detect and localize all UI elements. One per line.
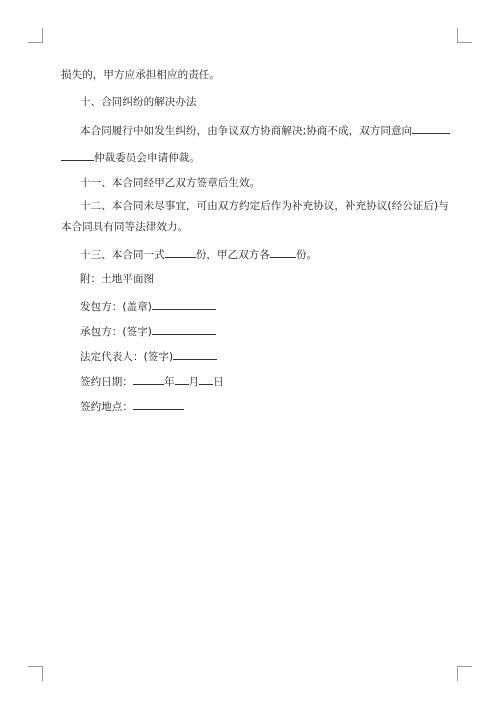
clause-effective: 十一、本合同经甲乙双方签章后生效。 bbox=[80, 177, 261, 189]
crop-mark-bottom-left bbox=[28, 666, 43, 681]
copies-text-3: 份。 bbox=[296, 249, 318, 261]
crop-mark-bottom-right bbox=[457, 666, 472, 681]
signing-place-label: 签约地点： bbox=[80, 401, 133, 413]
year-label: 年 bbox=[164, 376, 175, 388]
copies-text-2: 份，甲乙双方各 bbox=[195, 249, 271, 261]
contractor-label: 发包方：(盖章) bbox=[80, 301, 152, 313]
legal-representative-blank[interactable] bbox=[173, 348, 217, 360]
dispute-text: 本合同履行中如发生纠纷，由争议双方协商解决;协商不成，双方同意向 bbox=[80, 125, 413, 137]
arbitration-venue-blank-2[interactable] bbox=[61, 149, 94, 161]
signing-place-line bbox=[80, 398, 184, 414]
crop-mark-top-right bbox=[457, 28, 472, 43]
day-label: 日 bbox=[213, 376, 224, 388]
arbitration-venue-blank-1[interactable] bbox=[412, 122, 450, 134]
contractee-sign-blank[interactable] bbox=[152, 323, 216, 335]
paragraph-liability-end: 损失的，甲方应承担相应的责任。 bbox=[61, 69, 220, 81]
contractee-sign-line bbox=[80, 323, 216, 339]
clause-supplementary-line-2: 本合同具有同等法律效力。 bbox=[61, 221, 189, 233]
attachment-line: 附：土地平面图 bbox=[80, 273, 155, 285]
legal-representative-label: 法定代表人：(签字) bbox=[80, 351, 174, 363]
paragraph-dispute-line-1 bbox=[80, 122, 450, 138]
clause-copies bbox=[80, 246, 317, 262]
month-label: 月 bbox=[188, 376, 200, 388]
section-heading-dispute-resolution: 十、合同纠纷的解决办法 bbox=[80, 96, 197, 108]
signing-date-line bbox=[80, 373, 224, 389]
contractor-seal-blank[interactable] bbox=[152, 298, 216, 310]
paragraph-dispute-line-2 bbox=[61, 149, 200, 165]
signing-date-label: 签约日期： bbox=[80, 376, 133, 388]
signing-month-blank[interactable] bbox=[175, 373, 189, 385]
arbitration-text: 仲裁委员会申请仲裁。 bbox=[94, 152, 200, 164]
copies-each-blank[interactable] bbox=[270, 246, 296, 258]
signing-place-blank[interactable] bbox=[133, 398, 184, 410]
crop-mark-top-left bbox=[28, 28, 43, 43]
copies-total-blank[interactable] bbox=[165, 246, 196, 258]
copies-text-1: 十三、本合同一式 bbox=[80, 249, 165, 261]
contractor-seal-line bbox=[80, 298, 216, 314]
legal-representative-line bbox=[80, 348, 217, 364]
signing-year-blank[interactable] bbox=[133, 373, 164, 385]
signing-day-blank[interactable] bbox=[199, 373, 213, 385]
contractee-label: 承包方：(签字) bbox=[80, 326, 152, 338]
clause-supplementary-line-1: 十二、本合同未尽事宜，可由双方约定后作为补充协议，补充协议(经公证后)与 bbox=[80, 200, 449, 212]
